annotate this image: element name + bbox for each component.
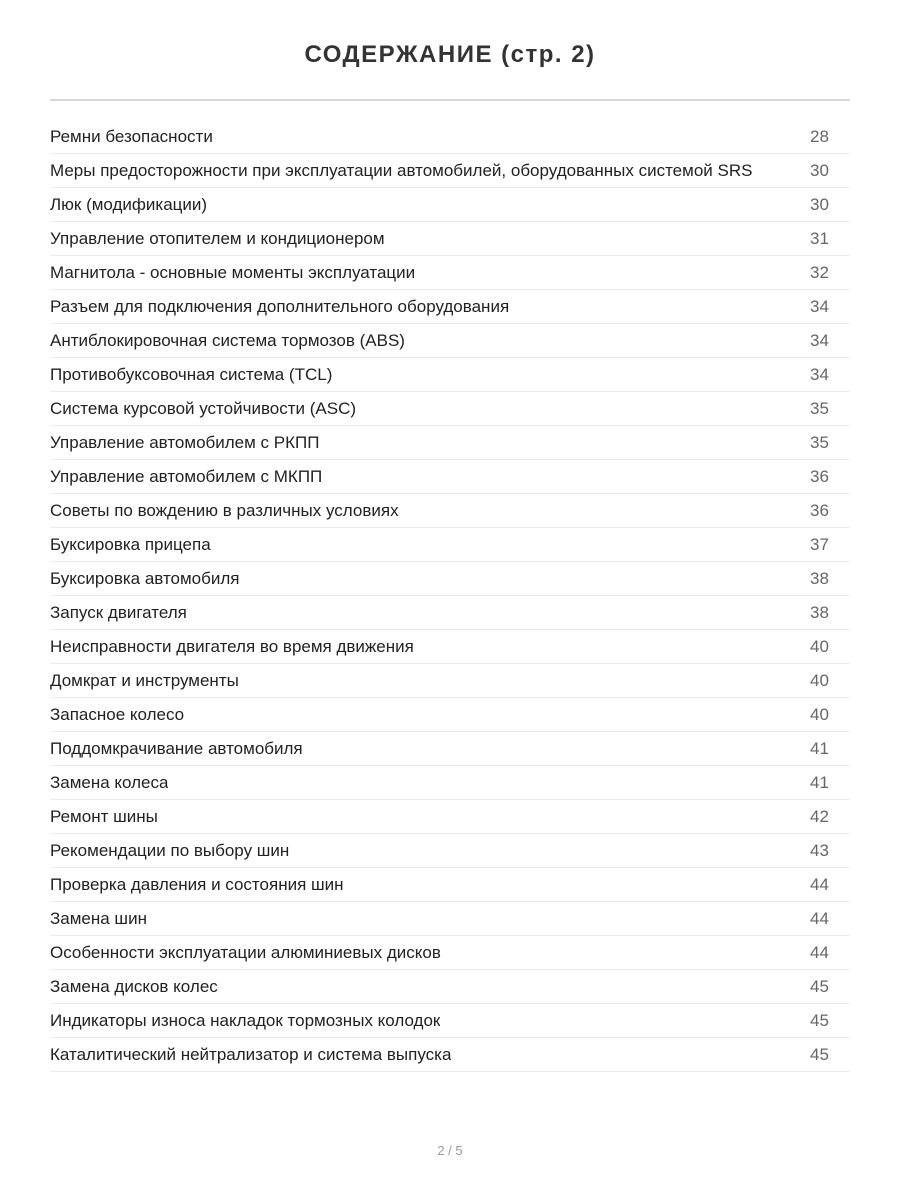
toc-entry-title: Ремонт шины (50, 806, 158, 826)
toc-entry-page-number: 38 (810, 568, 829, 588)
toc-entry-page-number: 45 (810, 1010, 829, 1030)
toc-entry-page-number: 36 (810, 466, 829, 486)
toc-entry-page-number: 34 (810, 364, 829, 384)
toc-entry[interactable] (50, 1004, 850, 1038)
toc-entry[interactable] (50, 698, 850, 732)
toc-entry-title: Замена колеса (50, 772, 169, 792)
toc-entry[interactable] (50, 494, 850, 528)
toc-entry[interactable] (50, 732, 850, 766)
toc-entry[interactable] (50, 528, 850, 562)
toc-entry-title: Домкрат и инструменты (50, 670, 239, 690)
toc-entry-title: Управление отопителем и кондиционером (50, 228, 385, 248)
toc-entry-title: Запуск двигателя (50, 602, 187, 622)
toc-entry-page-number: 28 (810, 126, 829, 146)
toc-entry-title: Разъем для подключения дополнительного оборудования (50, 296, 510, 316)
toc-entry[interactable] (50, 766, 850, 800)
toc-entry-page-number: 44 (810, 874, 829, 894)
toc-entry-title: Индикаторы износа накладок тормозных колодок (50, 1010, 441, 1030)
toc-entry-page-number: 41 (810, 772, 829, 792)
toc-entry[interactable] (50, 800, 850, 834)
toc-entry[interactable] (50, 256, 850, 290)
toc-entry-title: Неисправности двигателя во время движения (50, 636, 414, 656)
toc-entry-page-number: 44 (810, 908, 829, 928)
toc-entry-page-number: 43 (810, 840, 829, 860)
toc-entry[interactable] (50, 630, 850, 664)
toc-entry[interactable] (50, 290, 850, 324)
toc-entry-page-number: 30 (810, 194, 829, 214)
toc-entry-title: Особенности эксплуатации алюминиевых дисков (50, 942, 441, 962)
toc-entry-page-number: 36 (810, 500, 829, 520)
toc-entry-title: Буксировка автомобиля (50, 568, 240, 588)
table-of-contents (50, 120, 850, 1072)
toc-entry-page-number: 35 (810, 398, 829, 418)
page-title: СОДЕРЖАНИЕ (стр. 2) (304, 41, 596, 68)
toc-entry[interactable] (50, 834, 850, 868)
toc-entry[interactable] (50, 324, 850, 358)
toc-entry-title: Управление автомобилем с РКПП (50, 432, 320, 452)
toc-entry-page-number: 34 (810, 296, 829, 316)
toc-entry[interactable] (50, 358, 850, 392)
toc-entry-title: Замена дисков колес (50, 976, 218, 996)
page-number: 2 / 5 (437, 1143, 463, 1158)
toc-entry-page-number: 38 (810, 602, 829, 622)
toc-entry[interactable] (50, 664, 850, 698)
toc-entry-title: Каталитический нейтрализатор и система выпуска (50, 1044, 452, 1064)
toc-entry-page-number: 40 (810, 670, 829, 690)
toc-entry-title: Управление автомобилем с МКПП (50, 466, 323, 486)
toc-entry-title: Система курсовой устойчивости (ASC) (50, 398, 357, 418)
toc-entry[interactable] (50, 222, 850, 256)
toc-entry-page-number: 30 (810, 160, 829, 180)
toc-entry-page-number: 44 (810, 942, 829, 962)
toc-entry-title: Меры предосторожности при эксплуатации автомобилей, оборудованных системой SRS (50, 160, 753, 180)
toc-entry-title: Запасное колесо (50, 704, 185, 724)
toc-entry[interactable] (50, 120, 850, 154)
toc-entry-page-number: 45 (810, 976, 829, 996)
toc-entry-page-number: 35 (810, 432, 829, 452)
toc-entry-page-number: 31 (810, 228, 829, 248)
toc-entry-page-number: 37 (810, 534, 829, 554)
title-divider (50, 99, 850, 101)
toc-entry-title: Рекомендации по выбору шин (50, 840, 290, 860)
toc-entry[interactable] (50, 188, 850, 222)
toc-entry-title: Антиблокировочная система тормозов (ABS) (50, 330, 405, 350)
toc-entry[interactable] (50, 460, 850, 494)
toc-entry[interactable] (50, 868, 850, 902)
toc-entry-title: Советы по вождению в различных условиях (50, 500, 399, 520)
toc-entry-title: Люк (модификации) (50, 194, 208, 214)
toc-entry-page-number: 32 (810, 262, 829, 282)
toc-entry-title: Магнитола - основные моменты эксплуатации (50, 262, 416, 282)
toc-entry[interactable] (50, 426, 850, 460)
toc-entry-page-number: 34 (810, 330, 829, 350)
toc-entry-page-number: 40 (810, 704, 829, 724)
toc-entry-title: Ремни безопасности (50, 126, 213, 146)
toc-entry[interactable] (50, 562, 850, 596)
toc-entry-title: Замена шин (50, 908, 147, 928)
toc-entry-title: Проверка давления и состояния шин (50, 874, 344, 894)
toc-entry[interactable] (50, 902, 850, 936)
toc-entry-title: Противобуксовочная система (TCL) (50, 364, 333, 384)
toc-entry[interactable] (50, 1038, 850, 1072)
toc-entry[interactable] (50, 154, 850, 188)
toc-entry-title: Буксировка прицепа (50, 534, 211, 554)
toc-entry-title: Поддомкрачивание автомобиля (50, 738, 303, 758)
toc-entry[interactable] (50, 936, 850, 970)
toc-entry[interactable] (50, 392, 850, 426)
toc-entry[interactable] (50, 970, 850, 1004)
toc-entry[interactable] (50, 596, 850, 630)
toc-entry-page-number: 41 (810, 738, 829, 758)
toc-entry-page-number: 42 (810, 806, 829, 826)
toc-entry-page-number: 45 (810, 1044, 829, 1064)
toc-entry-page-number: 40 (810, 636, 829, 656)
